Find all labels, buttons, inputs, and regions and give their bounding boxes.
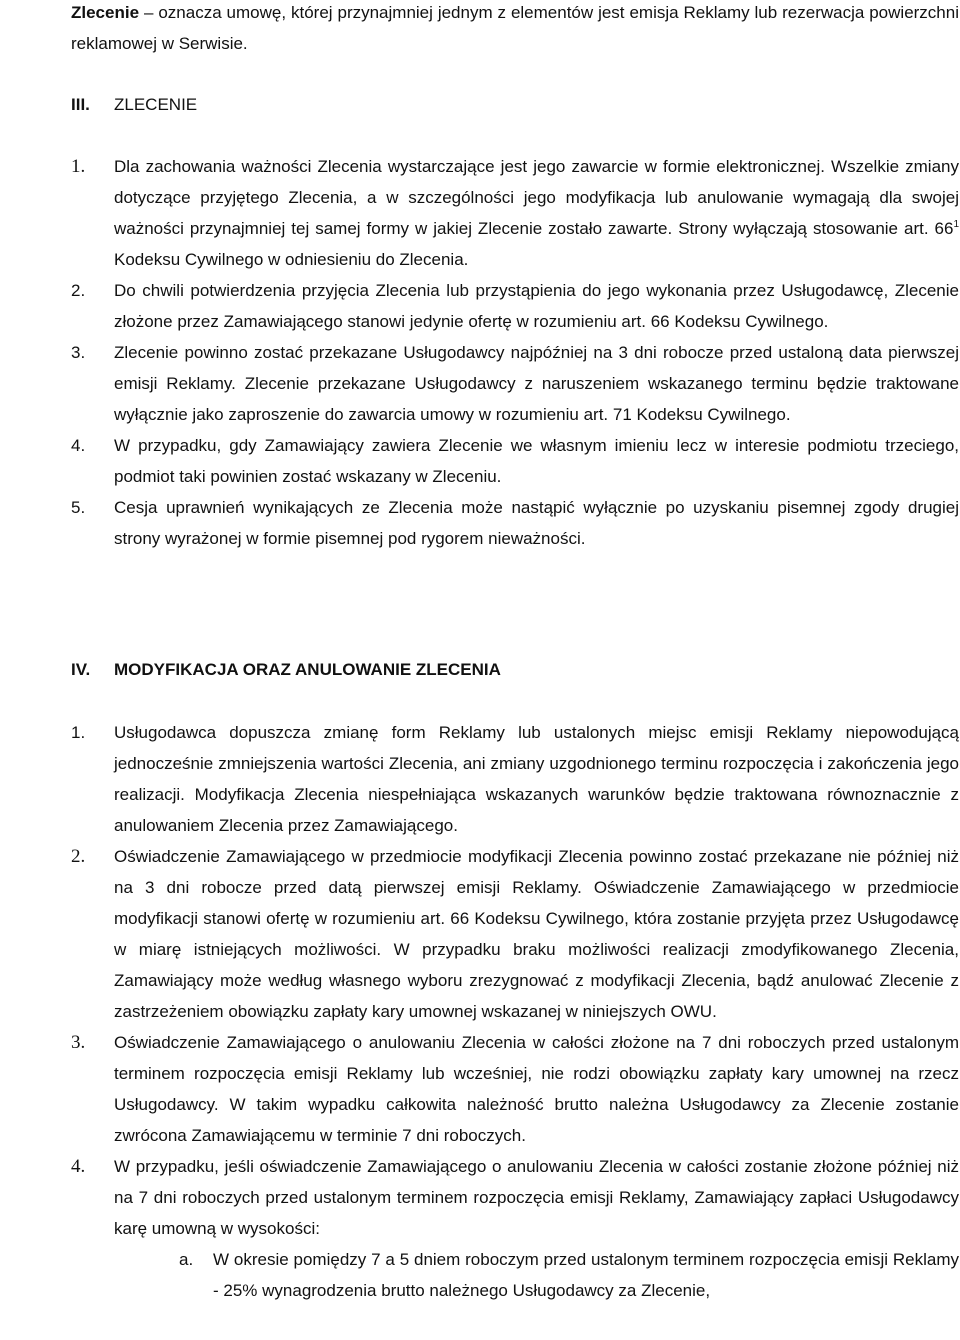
sub-list-item — [71, 1244, 959, 1306]
item-text: Usługodawca dopuszcza zmianę form Reklamy lub ustalonych miejsc emisji Reklamy niepowodującą jednocześnie zmniejszenia wartości Zlecenia, ani zmiany uzgodnionego terminu rozpoczęcia i zakończenia jego realizacji. Modyfikacja Zlecenia niespełniająca wskazanych warunków będzie traktowana równoznacznie z anulowaniem Zlecenia przez Zamawiającego. — [114, 723, 959, 835]
item-text-continued: Kodeksu Cywilnego w odniesieniu do Zlecenia. — [114, 250, 469, 269]
section-heading-iii — [71, 89, 959, 120]
list-item — [71, 275, 959, 337]
item-number: 2. — [71, 281, 86, 300]
item-number: 2. — [71, 846, 86, 867]
item-text: W przypadku, gdy Zamawiający zawiera Zlecenie we własnym imieniu lecz w interesie podmiotu trzeciego, podmiot taki powinien zostać wskazany w Zleceniu. — [114, 436, 959, 486]
item-number: 3. — [71, 343, 86, 362]
item-text: Zlecenie powinno zostać przekazane Usługodawcy najpóźniej na 3 dni robocze przed ustaloną data pierwszej emisji Reklamy. Zlecenie przekazane Usługodawcy z naruszeniem wskazanego terminu będzie traktowane wyłącznie jako zaproszenie do zawarcia umowy w rozumieniu art. 71 Kodeksu Cywilnego. — [114, 343, 959, 424]
item-number: 1. — [71, 723, 86, 742]
sub-item-text: W okresie pomiędzy 7 a 5 dniem roboczym przed ustalonym terminem rozpoczęcia emisji Reklamy - 25% wynagrodzenia brutto należnego Usługodawcy za Zlecenie, — [213, 1250, 959, 1300]
section-heading-iv — [71, 654, 959, 685]
defined-term: Zlecenie — [71, 3, 140, 22]
list-item — [71, 337, 959, 430]
item-text: Do chwili potwierdzenia przyjęcia Zlecenia lub przystąpienia do jego wykonania przez Usługodawcę, Zlecenie złożone przez Zamawiającego stanowi jedynie ofertę w rozumieniu art. 66 Kodeksu Cywilnego. — [114, 281, 959, 331]
item-text: Oświadczenie Zamawiającego o anulowaniu Zlecenia w całości złożone na 7 dni roboczych przed ustalonym terminem rozpoczęcia emisji Reklamy lub wcześniej, nie rodzi obowiązku zapłaty kary umownej na rzecz Usługodawcy. W takim wypadku całkowita należność brutto należna Usługodawcy za Zlecenie zostanie zwrócona Zamawiającemu w terminie 7 dni roboczych. — [114, 1033, 959, 1145]
item-number: 4. — [71, 436, 86, 455]
item-text: W przypadku, jeśli oświadczenie Zamawiającego o anulowaniu Zlecenia w całości zostanie złożone później niż na 7 dni roboczych przed ustalonym terminem rozpoczęcia emisji Reklamy, Zamawiający zapłaci Usługodawcy karę umowną w wysokości: — [114, 1157, 959, 1238]
list-item — [71, 717, 959, 841]
list-item — [71, 151, 959, 275]
item-number: 4. — [71, 1156, 86, 1177]
section-number: IV. — [71, 660, 91, 679]
item-number: 5. — [71, 498, 86, 517]
section-iv-list — [71, 717, 959, 1306]
item-text: Oświadczenie Zamawiającego w przedmiocie modyfikacji Zlecenia powinno zostać przekazane nie później niż na 3 dni robocze przed datą pierwszej emisji Reklamy. Oświadczenie Zamawiającego w przedmiocie modyfikacji stanowi ofertę w rozumieniu art. 66 Kodeksu Cywilnego, która zostanie przyjęta przez Usługodawcę w miarę istniejących możliwości. W przypadku braku możliwości realizacji zmodyfikowanego Zlecenia, Zamawiający może według własnego wyboru zrezygnować z modyfikacji Zlecenia, bądź anulować Zlecenie z zastrzeżeniem obowiązku zapłaty kary umownej wskazanej w niniejszych OWU. — [114, 847, 959, 1021]
superscript: 1 — [953, 219, 959, 230]
item-number: 3. — [71, 1032, 86, 1053]
definition-text: – oznacza umowę, której przynajmniej jednym z elementów jest emisja Reklamy lub rezerwacja powierzchni reklamowej w Serwisie. — [71, 3, 959, 53]
section-iii-list — [71, 151, 959, 554]
definition-paragraph — [71, 0, 959, 59]
section-title: MODYFIKACJA ORAZ ANULOWANIE ZLECENIA — [114, 660, 501, 679]
item-number: 1. — [71, 156, 86, 177]
section-number: III. — [71, 95, 90, 114]
list-item — [71, 1151, 959, 1244]
list-item — [71, 430, 959, 492]
list-item — [71, 1027, 959, 1151]
item-text: Cesja uprawnień wynikających ze Zlecenia może nastąpić wyłącznie po uzyskaniu pisemnej zgody drugiej strony wyrażonej w formie pisemnej pod rygorem nieważności. — [114, 498, 959, 548]
sub-item-letter: a. — [179, 1250, 194, 1269]
list-item — [71, 841, 959, 1027]
item-text: Dla zachowania ważności Zlecenia wystarczające jest jego zawarcie w formie elektronicznej. Wszelkie zmiany dotyczące przyjętego Zlecenia, a w szczególności jego modyfikacja lub anulowanie wymagają dla swojej ważności przynajmniej tej samej formy w jakiej Zlecenie zostało zawarte. Strony wyłączają stosowanie art. 66 — [114, 157, 959, 238]
list-item — [71, 492, 959, 554]
section-title: ZLECENIE — [114, 95, 198, 114]
